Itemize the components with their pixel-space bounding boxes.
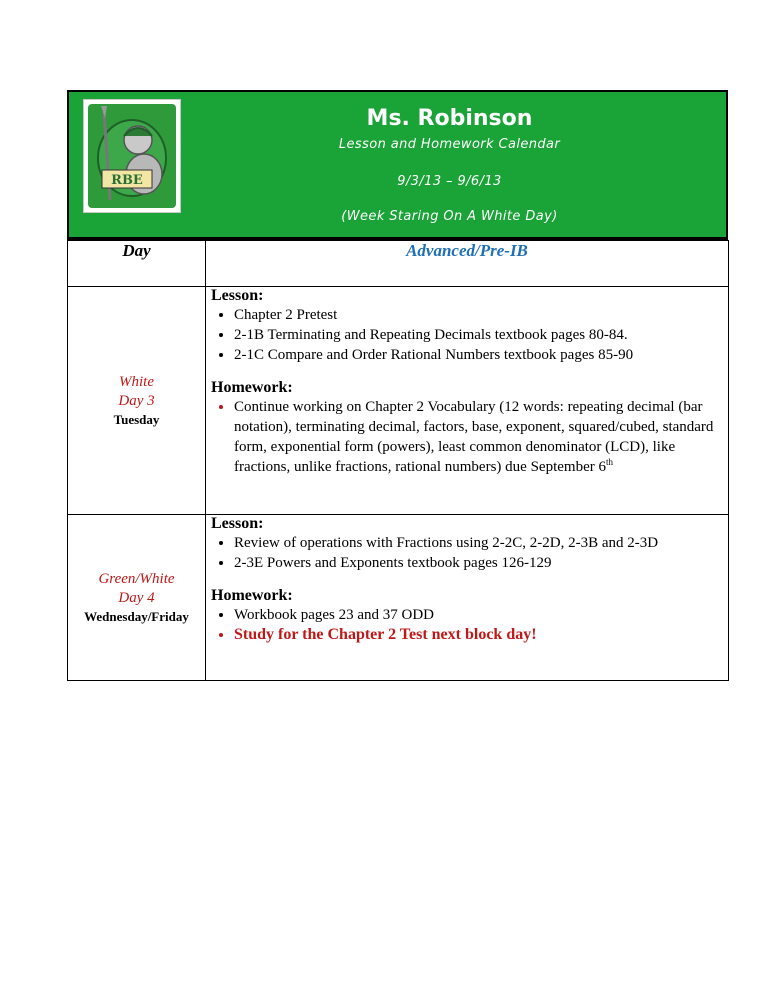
weekday: Wednesday/Friday: [84, 609, 189, 624]
list-item: • Review of operations with Fractions using 2-2C, 2-2D, 2-3B and 2-3D: [234, 533, 724, 553]
homework-list: [211, 605, 724, 645]
calendar-subtitle: Lesson and Homework Calendar: [338, 137, 561, 152]
homework-label: Homework:: [211, 379, 293, 396]
calendar-table: [67, 240, 729, 681]
weekday: Tuesday: [113, 412, 160, 427]
day-column-header: Day: [68, 241, 206, 287]
day-number: Day 4: [118, 590, 155, 606]
course-column-header: Advanced/Pre-IB: [206, 241, 729, 287]
week-note: (Week Staring On A White Day): [341, 209, 558, 224]
table-row: [68, 515, 729, 681]
homework-text: Continue working on Chapter 2 Vocabulary (12 words: repeating decimal (bar notation), terminating decimal, factors, base, exponent, squared/cubed, standard form, exponential form (powers), least common denominator (LCD), like fractions, unlike fractions, rational numbers) due September 6: [234, 399, 714, 475]
homework-superscript: th: [605, 457, 613, 467]
list-item: • Workbook pages 23 and 37 ODD: [234, 605, 724, 625]
table-header-row: [68, 241, 729, 287]
header-banner: [67, 90, 728, 240]
day-cell: [68, 287, 206, 515]
table-row: [68, 287, 729, 515]
list-item: • 2-1C Compare and Order Rational Numbers textbook pages 85-90: [234, 345, 724, 365]
day-number: Day 3: [118, 393, 155, 409]
list-item: • Study for the Chapter 2 Test next block day!: [234, 625, 724, 645]
day-cell: [68, 515, 206, 681]
homework-label: Homework:: [211, 587, 293, 604]
day-color: Green/White: [98, 571, 175, 587]
list-item: [234, 397, 724, 477]
lesson-cell: [206, 515, 729, 681]
lesson-cell: [206, 287, 729, 515]
svg-text:RBE: RBE: [111, 173, 143, 188]
list-item: • 2-1B Terminating and Repeating Decimals textbook pages 80-84.: [234, 325, 724, 345]
list-item: • 2-3E Powers and Exponents textbook pages 126-129: [234, 553, 724, 573]
lesson-list: [211, 305, 724, 365]
lesson-label: Lesson:: [211, 515, 264, 532]
lesson-list: [211, 533, 724, 573]
day-color: White: [119, 374, 154, 390]
homework-list: [211, 397, 724, 477]
teacher-name: Ms. Robinson: [366, 106, 533, 131]
lesson-label: Lesson:: [211, 287, 264, 304]
list-item: • Chapter 2 Pretest: [234, 305, 724, 325]
date-range: 9/3/13 – 9/6/13: [397, 174, 502, 189]
